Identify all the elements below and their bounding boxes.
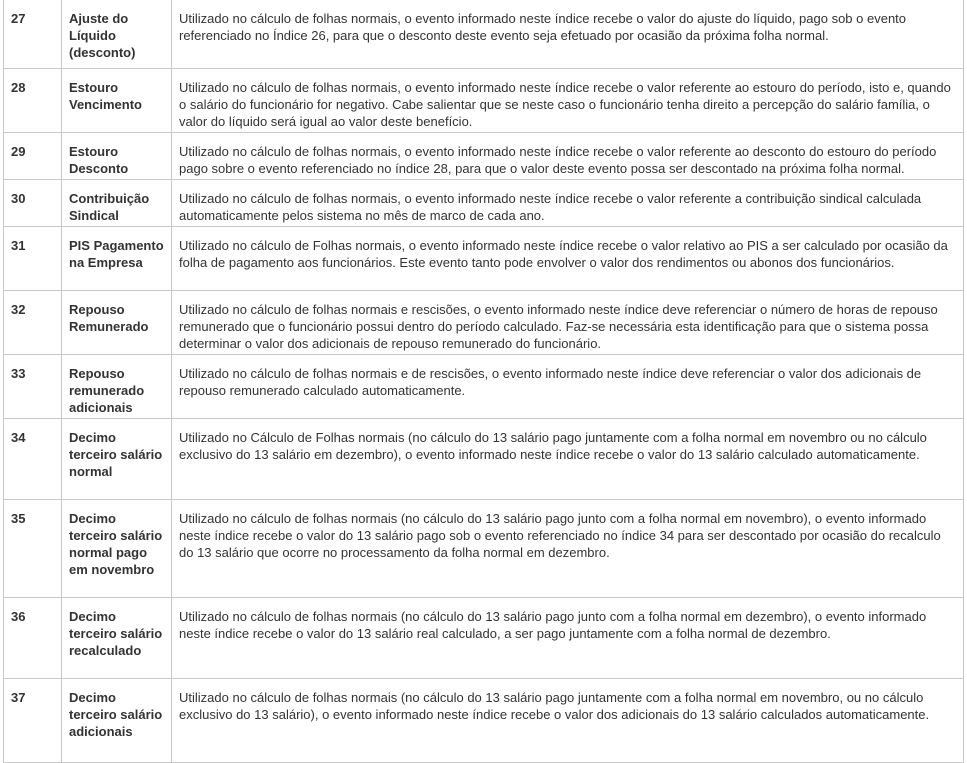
table-row xyxy=(4,133,964,180)
table-row xyxy=(4,355,964,419)
event-name: Ajuste do Líquido (desconto) xyxy=(62,0,172,69)
event-name: Decimo terceiro salário normal xyxy=(62,419,172,500)
event-description: Utilizado no cálculo de folhas normais (no cálculo do 13 salário pago juntamente com a folha normal em novembro, ou no cálculo exclusivo do 13 salário), o evento informado neste índice recebe o valor dos adicionais do 13 salário calculados automaticamente. xyxy=(172,679,964,763)
table-row xyxy=(4,291,964,355)
event-name: Decimo terceiro salário adicionais xyxy=(62,679,172,763)
table-row xyxy=(4,500,964,598)
event-name: Estouro Vencimento xyxy=(62,69,172,133)
index-number: 28 xyxy=(4,69,62,133)
event-description: Utilizado no Cálculo de Folhas normais (no cálculo do 13 salário pago juntamente com a folha normal em novembro ou no cálculo exclusivo do 13 salário em dezembro), o evento informado neste índice recebe o valor do 13 salário calculado automaticamente. xyxy=(172,419,964,500)
table-row xyxy=(4,679,964,763)
table-row xyxy=(4,419,964,500)
event-name: Repouso remunerado adicionais xyxy=(62,355,172,419)
index-number: 36 xyxy=(4,598,62,679)
event-description: Utilizado no cálculo de folhas normais, o evento informado neste índice recebe o valor referente a contribuição sindical calculada automaticamente pelos sistema no mês de marco de cada ano. xyxy=(172,180,964,227)
event-name: Decimo terceiro salário normal pago em novembro xyxy=(62,500,172,598)
table-row xyxy=(4,180,964,227)
event-description: Utilizado no cálculo de folhas normais, o evento informado neste índice recebe o valor referente ao estouro do período, isto e, quando o salário do funcionário for negativo. Cabe salientar que se neste caso o funcionário tenha direito a percepção do salário família, o valor do líquido será igual ao valor deste benefício. xyxy=(172,69,964,133)
index-number: 35 xyxy=(4,500,62,598)
event-description: Utilizado no cálculo de folhas normais, o evento informado neste índice recebe o valor referente ao desconto do estouro do período pago sobre o evento referenciado no índice 28, para que o valor deste evento possa ser descontado na próxima folha normal. xyxy=(172,133,964,180)
table-row xyxy=(4,227,964,291)
event-name: Contribuição Sindical xyxy=(62,180,172,227)
table-row xyxy=(4,0,964,69)
index-number: 31 xyxy=(4,227,62,291)
event-name: Estouro Desconto xyxy=(62,133,172,180)
index-number: 32 xyxy=(4,291,62,355)
event-description: Utilizado no cálculo de folhas normais e de rescisões, o evento informado neste índice deve referenciar o valor dos adicionais de repouso remunerado calculado automaticamente. xyxy=(172,355,964,419)
event-description: Utilizado no cálculo de folhas normais e rescisões, o evento informado neste índice deve referenciar o número de horas de repouso remunerado que o funcionário possui dentro do período calculado. Faz-se necessária esta identificação para que o sistema possa determinar o valor dos adicionais de repouso remunerado do funcionário. xyxy=(172,291,964,355)
event-description: Utilizado no cálculo de folhas normais (no cálculo do 13 salário pago junto com a folha normal em dezembro), o evento informado neste índice recebe o valor do 13 salário real calculado, a ser pago juntamente com a folha normal de dezembro. xyxy=(172,598,964,679)
event-name: Decimo terceiro salário recalculado xyxy=(62,598,172,679)
event-name: Repouso Remunerado xyxy=(62,291,172,355)
event-description: Utilizado no cálculo de folhas normais, o evento informado neste índice recebe o valor do ajuste do líquido, pago sob o evento referenciado no Índice 26, para que o desconto deste evento seja efetuado por ocasião da próxima folha normal. xyxy=(172,0,964,69)
event-name: PIS Pagamento na Empresa xyxy=(62,227,172,291)
index-number: 29 xyxy=(4,133,62,180)
table-row xyxy=(4,598,964,679)
index-number: 27 xyxy=(4,0,62,69)
event-description: Utilizado no cálculo de folhas normais (no cálculo do 13 salário pago junto com a folha normal em novembro), o evento informado neste índice recebe o valor do 13 salário pago sob o evento referenciado no índice 34 para ser descontado por ocasião do recalculo do 13 salário que ocorre no processamento da folha normal em dezembro. xyxy=(172,500,964,598)
index-number: 37 xyxy=(4,679,62,763)
index-number: 34 xyxy=(4,419,62,500)
payroll-index-table xyxy=(3,0,964,763)
table-row xyxy=(4,69,964,133)
index-number: 30 xyxy=(4,180,62,227)
event-description: Utilizado no cálculo de Folhas normais, o evento informado neste índice recebe o valor relativo ao PIS a ser calculado por ocasião da folha de pagamento aos funcionários. Este evento tanto pode envolver o valor dos rendimentos ou abonos dos funcionários. xyxy=(172,227,964,291)
index-number: 33 xyxy=(4,355,62,419)
